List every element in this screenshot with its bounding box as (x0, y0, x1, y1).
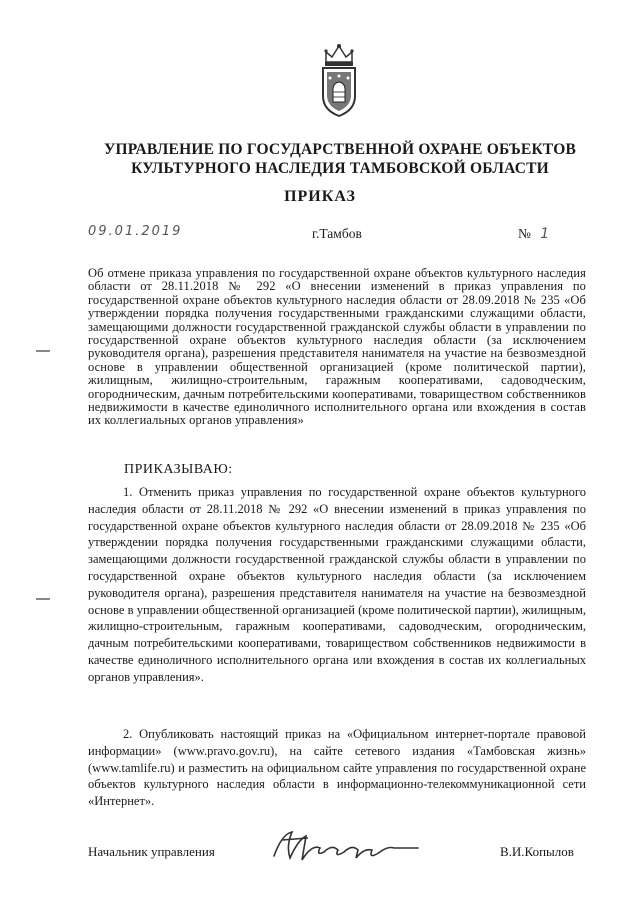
signatory-position: Начальник управления (88, 844, 215, 859)
order-subject: Об отмене приказа управления по государственной охране объектов культурного наследия области от 28.11.2018 № 292 «О внесении изменений в приказ управления по государственной охране объектов культурного наследия области от 28.09.2018 № 235 «Об утверждении порядка получения государственными гражданскими служащими области, замещающими должности государственной гражданской службы области в управлении по государственной охране объектов культурного наследия области (за исключением руководителя органа), разрешения представителя нанимателя на участие на безвозмездной основе в управлении общественной организацией (кроме политической партии), жилищным, жилищно-строительным, гаражным кооперативами, садоводческим, огородническим, дачным потребительскими кооперативами, товариществом собственников недвижимости в качестве единоличного исполнительного органа или вхождения в состав их коллегиальных органов управления» (88, 266, 586, 428)
scan-mark (36, 598, 50, 600)
order-city: г.Тамбов (312, 226, 362, 241)
paragraph-1: 1. Отменить приказ управления по государственной охране объектов культурного наследия области от 28.11.2018 № 292 «О внесении изменений в приказ управления по государственной охране объектов культурного наследия области от 28.09.2018 № 235 «Об утверждении порядка получения государственными гражданскими служащими области, замещающими должности государственной гражданской службы области в управлении по государственной охране объектов культурного наследия области (за исключением руководителя органа), разрешения представителя нанимателя на участие на безвозмездной основе в управлении общественной организацией (кроме политической партии), жилищным, жилищно-строительным, гаражным кооперативами, садоводческим, огородническим, дачным потребительскими кооперативами, товариществом собственников недвижимости в качестве единоличного исполнительного органа или вхождения в состав их коллегиальных органов управления». (88, 485, 586, 684)
org-line-2: КУЛЬТУРНОГО НАСЛЕДИЯ ТАМБОВСКОЙ ОБЛАСТИ (131, 160, 549, 177)
paragraph-2: 2. Опубликовать настоящий приказ на «Официальном интернет-портале правовой информации» (www.pravo.gov.ru), на сайте сетевого издания «Тамбовская жизнь» (www.tamlife.ru) и разместить на официальном сайте управления по государственной охране объектов культурного наследия области в информационно-телекоммуникационной сети «Интернет». (88, 727, 586, 809)
order-date: 09.01.2019 (88, 224, 183, 239)
number-value: 1 (540, 226, 552, 242)
handwritten-signature-icon (268, 826, 428, 868)
decree-word: ПРИКАЗЫВАЮ: (124, 462, 233, 477)
coat-of-arms-icon (318, 40, 360, 118)
order-number (518, 226, 551, 242)
organization-name (100, 140, 580, 178)
scan-mark (36, 350, 50, 352)
document-title: ПРИКАЗ (284, 188, 356, 205)
number-label: № (518, 226, 531, 241)
org-line-1: УПРАВЛЕНИЕ ПО ГОСУДАРСТВЕННОЙ ОХРАНЕ ОБЪЕКТОВ (103, 141, 577, 158)
signatory-name: В.И.Копылов (500, 844, 574, 859)
